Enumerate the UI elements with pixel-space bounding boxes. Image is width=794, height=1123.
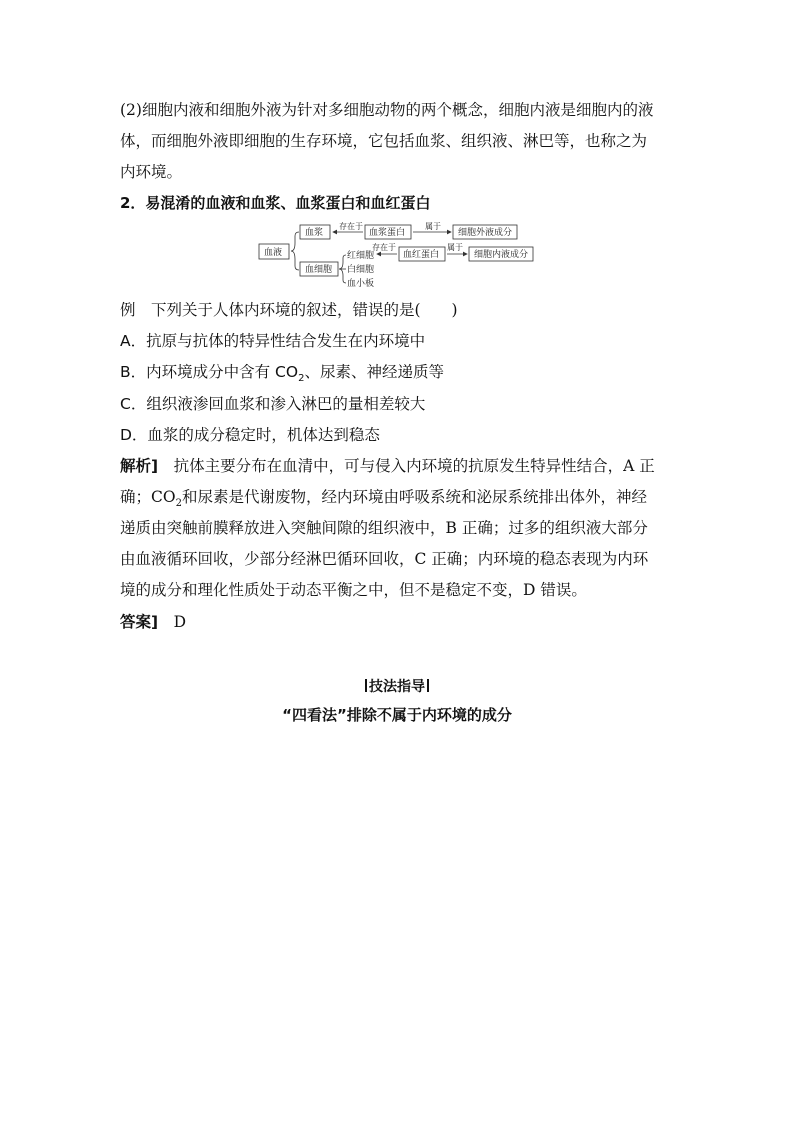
diagram-platelet: 血小板 <box>347 279 375 289</box>
answer-line <box>120 612 186 632</box>
option-a: A．抗原与抗体的特异性结合发生在内环境中 <box>120 332 426 350</box>
tag-bar-left-icon <box>365 679 367 692</box>
tips-title: “四看法”排除不属于内环境的成分 <box>282 706 512 724</box>
analysis-line-5: 境的成分和理化性质处于动态平衡之中，但不是稳定不变，D 错误。 <box>120 581 587 599</box>
blood-concept-diagram <box>255 222 545 290</box>
diagram-belongs-to-1: 属于 <box>425 222 441 231</box>
option-b-text: B．内环境成分中含有 CO <box>120 363 299 381</box>
option-d: D．血浆的成分稳定时，机体达到稳态 <box>120 426 380 444</box>
diagram-wbc: 白细胞 <box>347 265 375 275</box>
analysis-text-2b: 和尿素是代谢废物，经内环境由呼吸系统和泌尿系统排出体外，神经 <box>181 488 647 506</box>
diagram-intracellular-component: 细胞内液成分 <box>474 250 529 260</box>
question-stem: 例 下列关于人体内环境的叙述，错误的是( ) <box>120 301 458 319</box>
option-b-text-rest: 、尿素、神经递质等 <box>304 363 444 381</box>
diagram-belongs-to-2: 属于 <box>447 243 463 252</box>
diagram-exists-in-2: 存在于 <box>372 243 396 252</box>
analysis-text-2a: 确；CO <box>120 488 176 506</box>
diagram-rbc: 红细胞 <box>347 251 375 261</box>
analysis-text-1: 抗体主要分布在血清中，可与侵入内环境的抗原发生特异性结合，A 正 <box>158 457 655 475</box>
analysis-subscript: 2 <box>175 498 182 510</box>
section-heading: 2．易混淆的血液和血浆、血浆蛋白和血红蛋白 <box>120 194 431 212</box>
diagram-plasma: 血浆 <box>305 228 324 238</box>
analysis-line-2 <box>120 487 647 510</box>
tag-bar-right-icon <box>427 679 429 692</box>
analysis-label: 解析] <box>120 457 159 475</box>
answer-label: 答案] <box>120 613 159 631</box>
paragraph-line-3: 内环境。 <box>120 163 183 181</box>
tips-tag-text: 技法指导 <box>369 679 425 695</box>
diagram-blood-cells: 血细胞 <box>305 265 333 275</box>
tips-tag <box>0 677 794 697</box>
paragraph-line-1: (2)细胞内液和细胞外液为针对多细胞动物的两个概念，细胞内液是细胞内的液 <box>120 101 654 119</box>
diagram-plasma-protein: 血浆蛋白 <box>369 228 406 238</box>
diagram-hemoglobin: 血红蛋白 <box>403 250 440 260</box>
diagram-exists-in-1: 存在于 <box>339 222 363 231</box>
option-b <box>120 362 444 385</box>
analysis-line-1 <box>120 456 655 476</box>
diagram-blood: 血液 <box>264 248 283 258</box>
option-b-subscript: 2 <box>298 373 305 385</box>
diagram-extracellular-component: 细胞外液成分 <box>458 228 513 238</box>
answer-value: D <box>158 613 187 631</box>
analysis-line-3: 递质由突触前膜释放进入突触间隙的组织液中，B 正确；过多的组织液大部分 <box>120 519 648 537</box>
analysis-line-4: 由血液循环回收，少部分经淋巴循环回收，C 正确；内环境的稳态表现为内环 <box>120 550 649 568</box>
paragraph-line-2: 体，而细胞外液即细胞的生存环境，它包括血浆、组织液、淋巴等，也称之为 <box>120 132 648 150</box>
option-c: C．组织液渗回血浆和渗入淋巴的量相差较大 <box>120 395 426 413</box>
